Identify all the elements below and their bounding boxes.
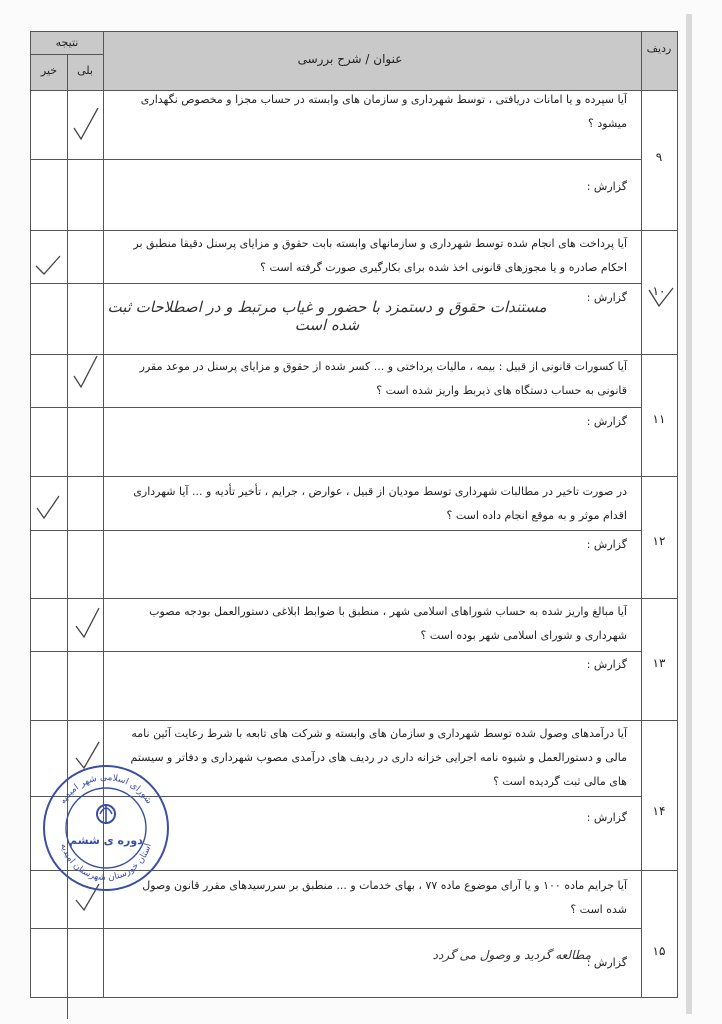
check-icon bbox=[71, 354, 101, 390]
row-number-header: ردیف bbox=[646, 42, 672, 55]
report-label: گزارش : bbox=[586, 415, 627, 428]
row-number-11: ۱۱ bbox=[652, 412, 666, 426]
question-15: آیا جرایم ماده ۱۰۰ و یا آرای موضوع ماده ۷۷ ، بهای خدمات و ... منطبق بر سررسیدهای مقرر قانون وصول شده است ؟ bbox=[142, 879, 627, 916]
check-icon bbox=[73, 606, 103, 640]
no-header: خیر bbox=[40, 64, 58, 77]
svg-text:استان خوزستان شهرستان امیدیه: استان خوزستان شهرستان امیدیه bbox=[58, 842, 154, 884]
yes-header: بلی bbox=[77, 64, 93, 77]
check-icon bbox=[71, 106, 101, 142]
row-divider bbox=[31, 476, 677, 477]
report-label: گزارش : bbox=[586, 811, 627, 824]
row-divider bbox=[31, 530, 641, 531]
result-header: نتیجه bbox=[31, 36, 103, 55]
row-divider bbox=[31, 230, 677, 231]
row-number-12: ۱۲ bbox=[652, 534, 666, 548]
title-header: عنوان / شرح بررسی bbox=[297, 52, 403, 66]
question-9: آیا سپرده و یا امانات دریافتی ، توسط شهرداری و سازمان های وابسته در حساب مجزا و مخصوص نگهداری میشود ؟ bbox=[140, 93, 627, 130]
row-number-10: ۱۰ bbox=[652, 284, 666, 298]
page-edge-shadow bbox=[686, 14, 692, 1014]
row-divider bbox=[31, 159, 641, 160]
svg-text:دوره ی ششم: دوره ی ششم bbox=[69, 834, 143, 847]
question-12: در صورت تاخیر در مطالبات شهرداری توسط مودیان از قبیل ، عوارض ، جرایم ، تأخیر تأدیه و ... آیا شهرداری اقدام موثر و به موقع انجام داده است ؟ bbox=[133, 485, 627, 522]
question-13: آیا مبالغ واریز شده به حساب شوراهای اسلامی شهر ، منطبق با ضوابط ابلاغی دستورالعمل بودجه مصوب شهرداری و شورای اسلامی شهر بوده است ؟ bbox=[149, 605, 627, 642]
check-icon bbox=[35, 492, 63, 522]
report-label: گزارش : bbox=[586, 180, 627, 193]
svg-text:شورای اسلامی شهر امیدیه: شورای اسلامی شهر امیدیه bbox=[58, 772, 154, 807]
row-divider bbox=[31, 598, 677, 599]
handwritten-report-15: مطالعه گردید و وصول می گردد bbox=[432, 948, 591, 962]
question-11: آیا کسورات قانونی از قبیل : بیمه ، مالیات پرداختی و ... کسر شده از حقوق و مزایای پرسنل در موعد مقرر قانونی به حساب دستگاه های ذیربط واریز شده است ؟ bbox=[139, 360, 627, 397]
row-divider bbox=[31, 651, 641, 652]
row-number-9: ۹ bbox=[655, 150, 663, 164]
row-divider bbox=[31, 928, 641, 929]
report-label: گزارش : bbox=[586, 538, 627, 551]
table-header bbox=[31, 32, 677, 91]
row-divider bbox=[31, 283, 641, 284]
council-seal-stamp bbox=[40, 762, 172, 894]
report-label: گزارش : bbox=[586, 658, 627, 671]
check-mark-icon bbox=[645, 284, 675, 312]
row-number-15: ۱۵ bbox=[652, 944, 666, 958]
report-label: گزارش : bbox=[586, 291, 627, 304]
check-icon bbox=[34, 248, 64, 278]
row-number-14: ۱۴ bbox=[652, 804, 666, 818]
report-label: گزارش : bbox=[586, 956, 627, 969]
handwritten-report-10: مستندات حقوق و دستمزد با حضور و غیاب مرتبط و در اصطلاحات ثبت شده است bbox=[107, 298, 547, 334]
row-divider bbox=[31, 720, 677, 721]
question-10: آیا پرداخت های انجام شده توسط شهرداری و سازمانهای وابسته بابت حقوق و مزایای پرسنل دقیقا منطبق بر احکام صادره و یا مجوزهای قانونی اخذ شده برای بکارگیری صورت گرفته است ؟ bbox=[133, 237, 627, 274]
row-divider bbox=[31, 407, 641, 408]
grid-line bbox=[641, 32, 642, 997]
row-number-13: ۱۳ bbox=[652, 656, 666, 670]
question-14: آیا درآمدهای وصول شده توسط شهرداری و سازمان های وابسته و شرکت های تابعه با شرط رعایت آئین نامه مالی و دستورالعمل و شیوه نامه اجرایی خزانه داری در ردیف های درآمدی مصوب شهرداری و دفاتر و سیستم های مالی ثبت گردیده است ؟ bbox=[130, 727, 627, 788]
